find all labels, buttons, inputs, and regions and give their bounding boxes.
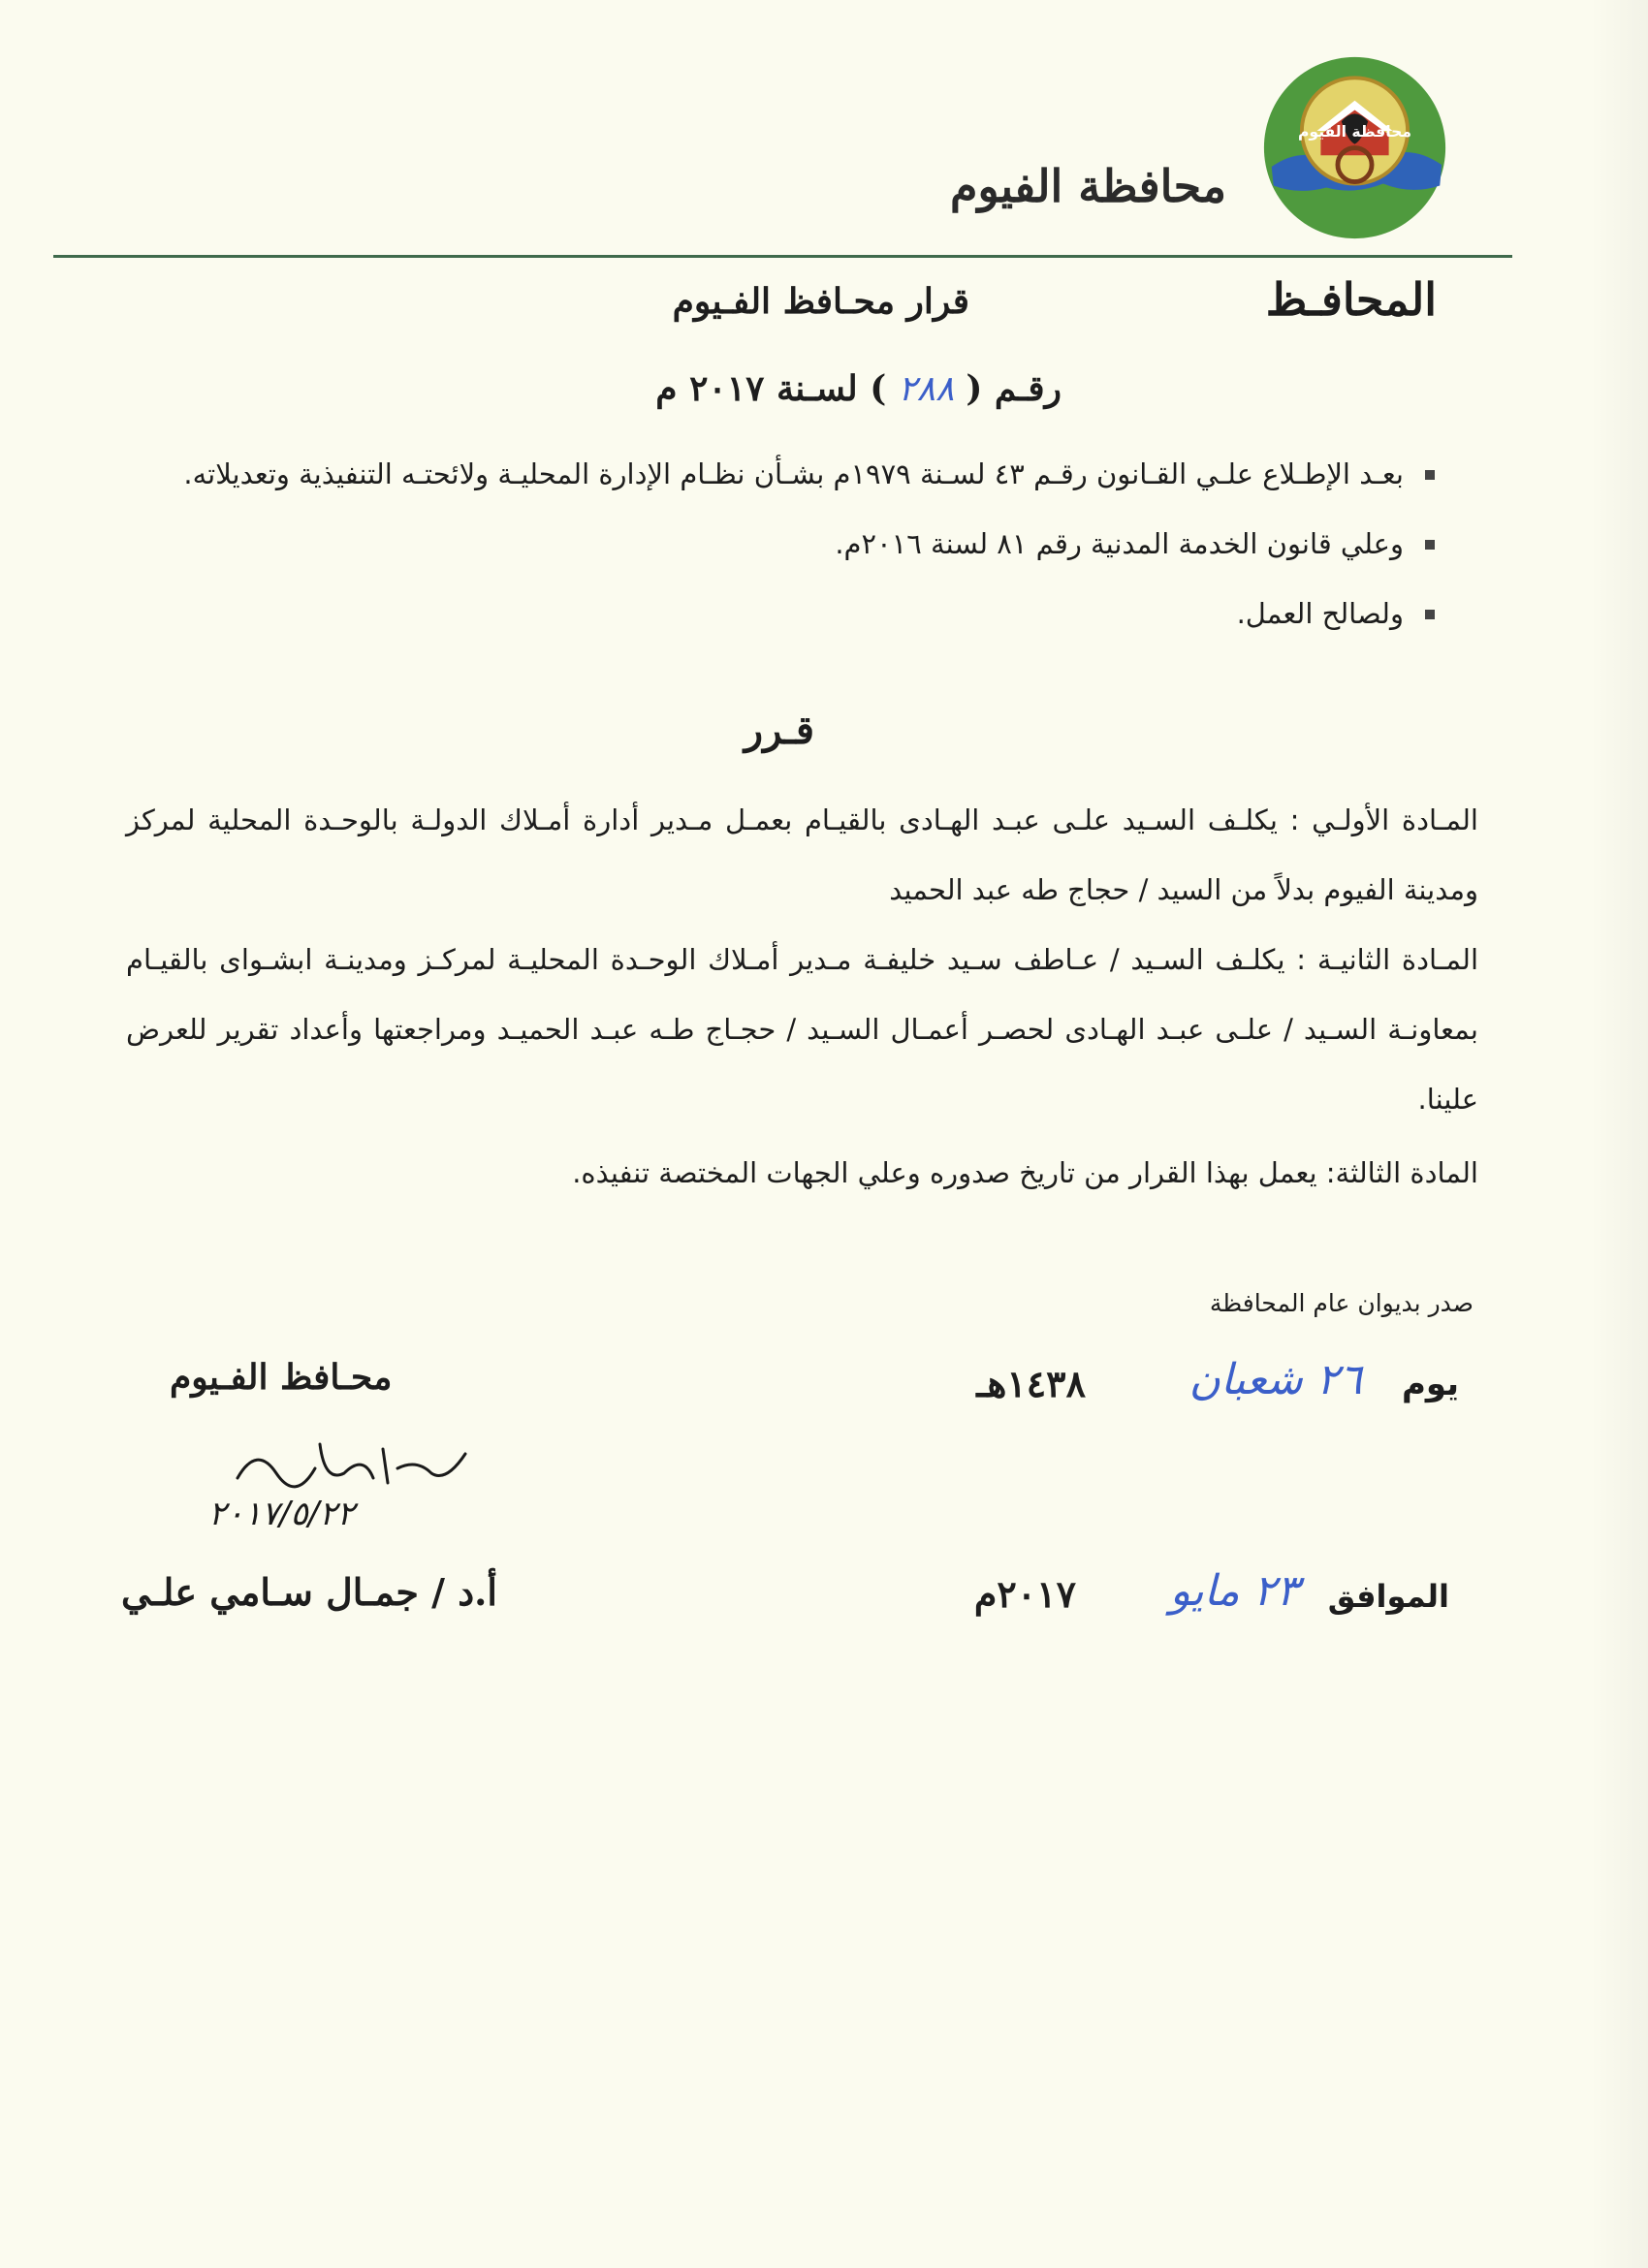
article-third: المادة الثالثة: يعمل بهذا القرار من تاريخ صدوره وعلي الجهات المختصة تنفيذه. [572, 1156, 1478, 1189]
corresponding-handwritten: ٢٣ مايو [1169, 1566, 1299, 1616]
header-divider [53, 255, 1512, 258]
signatory-name: أ.د / جمـال سـامي علـي [121, 1570, 497, 1614]
article-second: المـادة الثانيـة : يكلـف السـيد / عـاطف سـيد خليفـة مـدير أمـلاك الوحـدة المحليـة لمركـز ومدينـة ابشـواى بالقيـام بمعاونـة السـيد / علـى عبـد الهـادى لحصـر أعمـال السـيد / حجـاج طـه عبـد الحميـد ومراجعتها وأعداد تقرير للعرض علينا. [126, 943, 1478, 1116]
bullet-square-icon [1425, 610, 1435, 619]
hijri-year: ١٤٣٨هـ [976, 1362, 1086, 1405]
day-handwritten: ٢٦ شعبان [1188, 1355, 1362, 1404]
bullet-square-icon [1425, 470, 1435, 480]
signatory-title: محـافظ الفـيوم [170, 1357, 393, 1398]
preamble-list [150, 441, 1435, 646]
preamble-text: ولصالح العمل. [1236, 597, 1404, 630]
preamble-item [150, 511, 1435, 577]
decree-number-suffix: ) لسـنة ٢٠١٧ م [655, 368, 887, 409]
article-first: المـادة الأولـي : يكلـف السـيد علـى عبـد الهـادى بالقيـام بعمـل مـدير أدارة أمـلاك الدولـة بالوحـدة المحلية لمركز ومدينة الفيوم بدلاً من السيد / حجاج طه عبد الحميد [126, 803, 1478, 906]
day-label: يوم [1401, 1365, 1459, 1403]
handwritten-signature [228, 1425, 480, 1502]
signature-date: ٢٠١٧/٥/٢٢ [208, 1495, 355, 1533]
governorate-emblem-icon [1260, 53, 1449, 242]
issued-at: صدر بديوان عام المحافظة [1209, 1289, 1474, 1317]
office-label: المحافـظ [1265, 273, 1437, 326]
preamble-item [150, 441, 1435, 507]
corresponding-label: الموافق [1327, 1578, 1449, 1615]
governorate-name: محافظة الفيوم [950, 160, 1226, 212]
decree-number [655, 368, 1062, 409]
articles [126, 785, 1478, 1208]
preamble-text: بعـد الإطـلاع علـي القـانون رقـم ٤٣ لسـنة ١٩٧٩م بشـأن نظـام الإدارة المحليـة ولائحتـه التنفيذية وتعديلاته. [183, 457, 1404, 490]
emblem-text: محافظة الفيوم [1297, 122, 1412, 141]
decree-title: قرار محـافظ الفـيوم [672, 281, 969, 322]
preamble-text: وعلي قانون الخدمة المدنية رقم ٨١ لسنة ٢٠١٦م. [835, 527, 1404, 560]
gregorian-year: ٢٠١٧م [973, 1572, 1076, 1616]
bullet-square-icon [1425, 540, 1435, 550]
decree-number-prefix: رقـم ( [966, 368, 1062, 409]
preamble-item [150, 581, 1435, 646]
scan-edge-shadow [1590, 0, 1648, 2268]
decree-number-handwritten: ٢٨٨ [898, 369, 955, 409]
decided-heading: قـرر [744, 708, 814, 753]
